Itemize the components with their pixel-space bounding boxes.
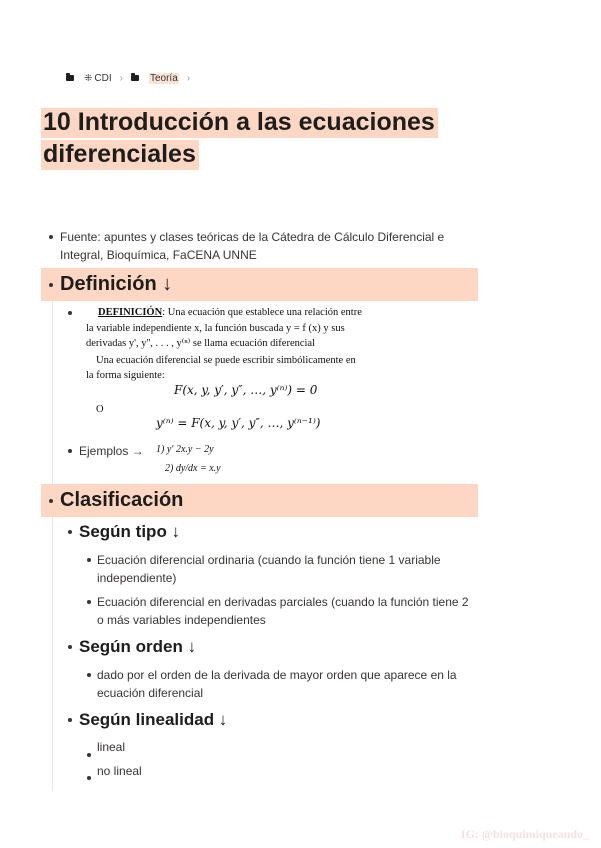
toggle-guide-line	[52, 301, 53, 791]
example-2: 2) dy/dx = x.y	[165, 463, 221, 474]
chevron-right-icon: ›	[119, 72, 123, 84]
bullet-icon	[87, 600, 91, 604]
list-item: dado por el orden de la derivada de mayor orden que aparece en la ecuación diferencial	[97, 668, 457, 700]
definition-line: la variable independiente x, la función buscada y = f (x) y sus	[86, 323, 345, 334]
examples-label: Ejemplos →	[79, 444, 144, 458]
bullet-icon	[68, 530, 72, 534]
equation-implicit: F(x, y, y′, y″, …, y⁽ⁿ⁾) = 0	[174, 383, 318, 397]
heading-segun-tipo[interactable]: Según tipo ↓	[79, 522, 181, 541]
heading-segun-orden[interactable]: Según orden ↓	[79, 637, 197, 656]
heading-definicion[interactable]: Definición ↓	[60, 273, 173, 295]
bullet-icon	[87, 753, 91, 757]
source-note: Fuente: apuntes y clases teóricas de la Cátedra de Cálculo Diferencial e Integral, Bioquímica, FaCENA UNNE	[60, 230, 445, 262]
network-icon: ⁜	[84, 72, 93, 84]
heading-segun-linealidad[interactable]: Según linealidad ↓	[79, 710, 228, 729]
bullet-icon	[87, 558, 91, 562]
definition-or: O	[96, 404, 104, 415]
folder-icon	[131, 75, 139, 81]
definition-line: la forma siguiente:	[86, 370, 165, 381]
list-item: Ecuación diferencial en derivadas parciales (cuando la función tiene 2 o más variables independientes	[97, 595, 469, 627]
definition-image	[86, 306, 406, 440]
bullet-icon	[68, 645, 72, 649]
list-item: Ecuación diferencial ordinaria (cuando la función tiene 1 variable independiente)	[97, 553, 441, 585]
bullet-icon	[87, 776, 91, 780]
watermark: IG: @bioquimiqueando_	[460, 827, 589, 841]
chevron-right-icon: ›	[186, 72, 191, 84]
bullet-icon	[49, 283, 53, 287]
bullet-icon	[87, 673, 91, 677]
bullet-icon	[68, 449, 72, 453]
definition-line: : Una ecuación que establece una relación entre	[162, 307, 362, 318]
definition-line: derivadas y', y'', . . . , y⁽ⁿ⁾ se llama ecuación diferencial	[86, 338, 316, 349]
bullet-icon	[68, 311, 72, 315]
equation-explicit: y⁽ⁿ⁾ = F(x, y, y′, y″, …, y⁽ⁿ⁻¹⁾)	[156, 416, 321, 430]
bullet-icon	[49, 499, 53, 503]
breadcrumb-item-teoria[interactable]: Teoría	[149, 72, 178, 84]
breadcrumb-item-cdi[interactable]: CDI	[94, 72, 112, 84]
list-item: lineal	[97, 740, 126, 754]
heading-clasificacion[interactable]: Clasificación	[60, 489, 184, 511]
folder-icon	[66, 75, 74, 81]
definition-term: DEFINICIÓN	[98, 307, 163, 318]
breadcrumb	[66, 71, 198, 85]
page-title: 10 Introducción a las ecuaciones diferenciales	[41, 106, 461, 170]
definition-line: Una ecuación diferencial se puede escribir simbólicamente en	[96, 355, 356, 366]
list-item: no lineal	[97, 764, 142, 778]
example-1: 1) y′ 2x.y − 2y	[156, 444, 214, 455]
bullet-icon	[49, 235, 53, 239]
bullet-icon	[68, 718, 72, 722]
